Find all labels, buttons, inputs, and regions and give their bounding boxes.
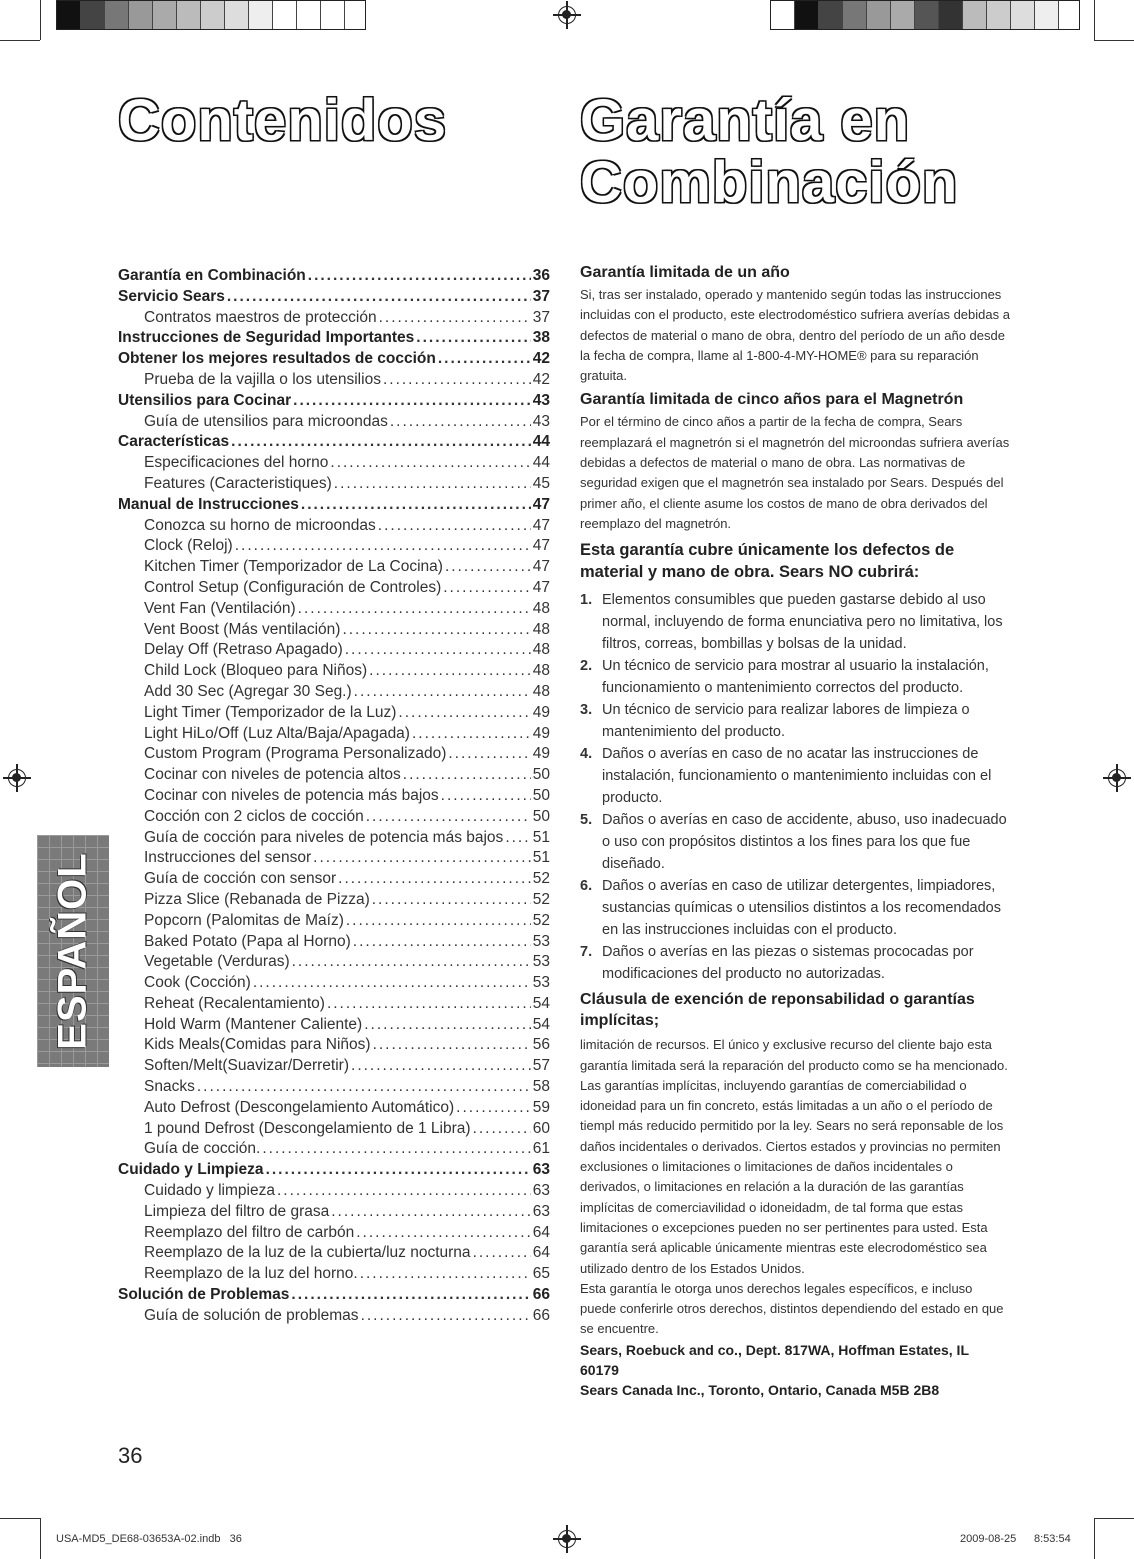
toc-page-number: 48: [532, 599, 550, 617]
toc-entry: [118, 703, 550, 724]
toc-entry: [118, 536, 550, 557]
toc-page-number: 45: [532, 474, 550, 492]
toc-entry-title: Popcorn (Palomitas de Maíz): [144, 911, 344, 929]
crop-mark: [0, 40, 40, 41]
sears-us-address: Sears, Roebuck and co., Dept. 817WA, Hoffman Estates, IL 60179: [580, 1341, 969, 1379]
toc-page-number: 48: [532, 641, 550, 659]
toc-entry-title: Clock (Reloj): [144, 537, 233, 555]
toc-entry-title: Guía de utensilios para microondas: [144, 412, 388, 430]
exclusion-text: Daños o averías en caso de no acatar las instrucciones de instalación, funcionamiento o mantenimiento incluidas con el producto.: [602, 746, 992, 807]
toc-entry: [118, 786, 550, 807]
toc-page-number: 57: [532, 1057, 550, 1075]
exclusion-item: [580, 875, 1010, 941]
sears-canada-address: Sears Canada Inc., Toronto, Ontario, Canada M5B 2B8: [580, 1382, 940, 1399]
toc-page-number: 47: [532, 516, 550, 534]
toc-entry-title: Custom Program (Programa Personalizado): [144, 745, 447, 763]
toc-entry: [118, 828, 550, 849]
toc-page-number: 37: [532, 287, 550, 305]
toc-entry-title: Obtener los mejores resultados de cocción: [118, 350, 436, 368]
toc-page-number: 43: [532, 412, 550, 430]
toc-entry: [118, 1264, 550, 1285]
exclusion-item: [580, 941, 1010, 985]
toc-entry-title: Vent Fan (Ventilación): [144, 599, 296, 617]
toc-section: [118, 287, 550, 308]
toc-entry-title: Light Timer (Temporizador de la Luz): [144, 703, 397, 721]
toc-section: [118, 349, 550, 370]
language-side-tab: [37, 835, 109, 1067]
toc-leader-dots: [443, 578, 531, 599]
toc-page-number: 52: [532, 911, 550, 929]
toc-leader-dots: [292, 952, 531, 973]
toc-section: [118, 266, 550, 287]
toc-entry: [118, 1077, 550, 1098]
toc-leader-dots: [227, 287, 531, 308]
toc-entry-title: Especificaciones del horno: [144, 454, 329, 472]
toc-entry: [118, 973, 550, 994]
toc-page-number: 66: [532, 1286, 550, 1304]
toc-leader-dots: [334, 474, 531, 495]
toc-entry: [118, 994, 550, 1015]
toc-entry: [118, 599, 550, 620]
toc-entry-title: Prueba de la vajilla o los utensilios: [144, 370, 381, 388]
toc-entry-title: Garantía en Combinación: [118, 267, 306, 284]
toc-entry-title: Reemplazo de la luz del horno.: [144, 1265, 358, 1283]
toc-entry: [118, 1056, 550, 1077]
warranty-title-line1: Garantía en: [580, 88, 911, 153]
toc-page-number: 53: [532, 932, 550, 950]
toc-leader-dots: [298, 599, 531, 620]
toc-entry-title: Utensilios para Cocinar: [118, 391, 292, 409]
toc-leader-dots: [277, 1181, 531, 1202]
toc-page-number: 51: [532, 849, 550, 867]
toc-entry: [118, 1223, 550, 1244]
exclusion-text: Daños o averías en caso de utilizar detergentes, limpiadores, sustancias químicas o utensilios distintos a los recomendados en las instrucciones incluidas con el producto.: [602, 878, 1001, 939]
toc-entry: [118, 911, 550, 932]
toc-entry-title: Cuidado y Limpieza: [118, 1161, 264, 1179]
crop-mark: [40, 0, 41, 40]
toc-entry: [118, 1119, 550, 1140]
toc-entry: [118, 453, 550, 474]
toc-entry-title: Cocción con 2 ciclos de cocción: [144, 807, 364, 825]
toc-leader-dots: [345, 640, 531, 661]
toc-entry-title: Pizza Slice (Rebanada de Pizza): [144, 890, 370, 908]
toc-leader-dots: [197, 1077, 531, 1098]
toc-entry-title: Baked Potato (Papa al Horno): [144, 932, 351, 950]
toc-page-number: 61: [532, 1140, 550, 1158]
toc-page-number: 54: [532, 1015, 550, 1033]
toc-entry: [118, 765, 550, 786]
toc-page-number: 56: [532, 1036, 550, 1054]
toc-entry-title: Auto Defrost (Descongelamiento Automático): [144, 1098, 455, 1116]
toc-entry-title: Guía de cocción.: [144, 1140, 261, 1158]
exclusion-item: [580, 699, 1010, 743]
toc-page-number: 47: [532, 537, 550, 555]
toc-leader-dots: [331, 1202, 531, 1223]
warranty-paragraph-one-year: Si, tras ser instalado, operado y mantenido según todas las instrucciones incluidas con el producto, este electrodoméstico sufriera averías debidas a defectos de material o mano de obra, dentro del período de un año desde la fecha de compra, llame al 1-800-4-MY-HOME® para su reparación gratuita.: [580, 287, 1010, 384]
toc-entry: [118, 516, 550, 537]
toc-entry: [118, 744, 550, 765]
warranty-paragraph-disclaimer: limitación de recursos. El único y exclusive recurso del cliente bajo esta garantía limitada será la reparación del producto como se ha mencionado. Las garantías implícitas, incluyendo garantías de comerciabilidad o idoneidad para un fin concreto, estás limitadas a un año o el período de tiempl más reducido permitido por la ley. Sears no será reponsable de los daños incidentales o derivados. Ciertos estados y provincias no permiten exclusiones o limitaciones o limitaciones de daños incidentales o derivados, o limitaciones en relación a la duración de las garantías implícitas de comerciavilidad o idoneidadm, de tal forma que estas limitaciones o excepciones pueden no ser pertinentes para usted. Esta garantía será aplicable únicamente mientras este elecrodoméstico sea utilizado dentro de los Estados Unidos.: [580, 1037, 1008, 1276]
toc-entry: [118, 661, 550, 682]
toc-leader-dots: [301, 495, 531, 516]
toc-page-number: 43: [532, 391, 550, 409]
toc-page-number: 49: [532, 745, 550, 763]
toc-leader-dots: [360, 1264, 531, 1285]
toc-entry: [118, 1098, 550, 1119]
toc-leader-dots: [262, 1139, 530, 1160]
exclusion-text: Un técnico de servicio para mostrar al usuario la instalación, funcionamiento o mantenimiento correctos del producto.: [602, 658, 989, 697]
registration-crosshair-icon: [558, 1530, 576, 1548]
warranty-heading-disclaimer: Cláusula de exención de reponsabilidad o garantías implícitas;: [580, 991, 975, 1030]
crop-mark: [1094, 0, 1095, 40]
toc-leader-dots: [266, 1160, 531, 1181]
toc-section: [118, 432, 550, 453]
toc-section: [118, 495, 550, 516]
toc-leader-dots: [441, 786, 531, 807]
toc-page-number: 65: [532, 1265, 550, 1283]
toc-page-number: 36: [532, 267, 550, 284]
footer-date: 2009-08-25: [960, 1533, 1017, 1545]
exclusion-item: [580, 743, 1010, 809]
toc-leader-dots: [416, 328, 530, 349]
toc-entry: [118, 557, 550, 578]
toc-leader-dots: [364, 1015, 531, 1036]
toc-leader-dots: [373, 1035, 531, 1056]
toc-entry: [118, 1015, 550, 1036]
toc-entry: [118, 412, 550, 433]
toc-page-number: 44: [532, 454, 550, 472]
toc-entry-title: Conozca su horno de microondas: [144, 516, 376, 534]
toc-leader-dots: [291, 1285, 530, 1306]
toc-leader-dots: [379, 308, 531, 329]
exclusion-number: 7.: [580, 944, 593, 961]
toc-page-number: 47: [532, 578, 550, 596]
toc-page-number: 38: [532, 329, 550, 347]
toc-entry: [118, 848, 550, 869]
toc-page-number: 66: [532, 1306, 550, 1324]
toc-page-number: 51: [532, 828, 550, 846]
toc-leader-dots: [361, 1306, 531, 1327]
toc-leader-dots: [378, 516, 531, 537]
toc-entry: [118, 1181, 550, 1202]
page-number: 36: [118, 1443, 143, 1468]
toc-section: [118, 1285, 550, 1306]
toc-page-number: 63: [532, 1182, 550, 1200]
toc-page-number: 54: [532, 994, 550, 1012]
toc-page-number: 60: [532, 1119, 550, 1137]
toc-leader-dots: [383, 370, 531, 391]
toc-entry-title: Light HiLo/Off (Luz Alta/Baja/Apagada): [144, 724, 410, 742]
registration-crosshair-icon: [558, 6, 576, 24]
toc-entry-title: Instrucciones del sensor: [144, 849, 312, 867]
toc-page-number: 53: [532, 974, 550, 992]
toc-leader-dots: [366, 807, 531, 828]
toc-entry: [118, 474, 550, 495]
toc-page-number: 49: [532, 724, 550, 742]
toc-entry: [118, 1035, 550, 1056]
toc-entry-title: Reemplazo del filtro de carbón: [144, 1223, 355, 1241]
toc-leader-dots: [398, 703, 530, 724]
toc-entry-title: Cuidado y limpieza: [144, 1182, 275, 1200]
toc-page-number: 44: [532, 433, 550, 451]
crop-mark: [1094, 1518, 1134, 1519]
toc-page-number: 53: [532, 953, 550, 971]
toc-entry-title: Add 30 Sec (Agregar 30 Seg.): [144, 682, 352, 700]
toc-entry-title: Limpieza del filtro de grasa: [144, 1202, 330, 1220]
exclusion-number: 3.: [580, 702, 593, 719]
toc-entry: [118, 308, 550, 329]
toc-page-number: 58: [532, 1078, 550, 1096]
toc-leader-dots: [445, 557, 531, 578]
toc-entry-title: Servicio Sears: [118, 287, 225, 305]
toc-page-number: 47: [532, 558, 550, 576]
toc-leader-dots: [351, 1056, 531, 1077]
toc-entry-title: Child Lock (Bloqueo para Niños): [144, 662, 368, 680]
exclusion-number: 5.: [580, 812, 593, 829]
exclusion-item: [580, 589, 1010, 655]
toc-leader-dots: [390, 412, 531, 433]
toc-page-number: 64: [532, 1223, 550, 1241]
toc-entry-title: 1 pound Defrost (Descongelamiento de 1 Libra): [144, 1119, 471, 1137]
crop-mark: [40, 1518, 41, 1559]
warranty-title-line2: Combinación: [580, 150, 959, 215]
toc-leader-dots: [313, 848, 531, 869]
toc-section: [118, 328, 550, 349]
crop-mark: [0, 1518, 40, 1519]
exclusion-number: 1.: [580, 592, 593, 609]
toc-entry-title: Control Setup (Configuración de Controles): [144, 578, 442, 596]
toc-entry: [118, 620, 550, 641]
exclusion-item: [580, 809, 1010, 875]
toc-leader-dots: [473, 1119, 531, 1140]
toc-leader-dots: [354, 682, 531, 703]
toc-entry: [118, 1139, 550, 1160]
toc-entry: [118, 1202, 550, 1223]
toc-page-number: 52: [532, 870, 550, 888]
toc-leader-dots: [372, 890, 531, 911]
toc-entry: [118, 724, 550, 745]
toc-entry: [118, 682, 550, 703]
contents-title: Contenidos: [118, 88, 447, 153]
toc-page-number: 48: [532, 682, 550, 700]
registration-crosshair-icon: [8, 769, 26, 787]
exclusion-text: Un técnico de servicio para realizar labores de limpieza o mantenimiento del producto.: [602, 702, 970, 741]
toc-leader-dots: [369, 661, 531, 682]
toc-entry: [118, 370, 550, 391]
warranty-heading-exclusions: Esta garantía cubre únicamente los defectos de material y mano de obra. Sears NO cubrirá:: [580, 541, 955, 582]
toc-entry: [118, 1306, 550, 1327]
toc-page-number: 52: [532, 890, 550, 908]
exclusions-list: [580, 589, 1010, 985]
toc-entry-title: Snacks: [144, 1078, 195, 1096]
table-of-contents: [118, 266, 550, 1327]
toc-entry-title: Kitchen Timer (Temporizador de La Cocina): [144, 558, 443, 576]
crop-mark: [1094, 40, 1134, 41]
toc-section: [118, 391, 550, 412]
exclusion-number: 2.: [580, 658, 593, 675]
toc-entry: [118, 807, 550, 828]
language-side-tab-label: ESPAÑOL: [50, 852, 95, 1050]
toc-entry-title: Instrucciones de Seguridad Importantes: [118, 329, 415, 347]
toc-entry-title: Cook (Cocción): [144, 974, 251, 992]
warranty-paragraph-rights: Esta garantía le otorga unos derechos legales específicos, e incluso puede conferirle otros derechos, distintos dependiendo del estado en que se encuentre.: [580, 1280, 1004, 1337]
toc-leader-dots: [505, 828, 530, 849]
toc-entry: [118, 1243, 550, 1264]
toc-leader-dots: [253, 973, 531, 994]
crop-mark: [1094, 1518, 1095, 1559]
toc-page-number: 37: [532, 308, 550, 326]
exclusion-number: 6.: [580, 878, 593, 895]
toc-entry-title: Soften/Melt(Suavizar/Derretir): [144, 1057, 350, 1075]
toc-leader-dots: [412, 724, 531, 745]
toc-entry: [118, 869, 550, 890]
toc-entry-title: Vegetable (Verduras): [144, 953, 290, 971]
toc-page-number: 59: [532, 1098, 550, 1116]
warranty-paragraph-magnetron: Por el término de cinco años a partir de la fecha de compra, Sears reemplazará el magnetrón si el magnetrón del microondas sufriera averías debidas a defectos de material o mano de obra. Las normativas de seguridad exigen que el magnetrón sea instalado por Sears. Después del primer año, el cliente asume los costos de mano de obra derivados del reemplazo del magnetrón.: [580, 414, 1010, 531]
exclusion-text: Elementos consumibles que pueden gastarse debido al uso normal, incluyendo de forma enunciativa pero no limitativa, los filtros, correas, bombillas y bolsas de la unidad.: [602, 592, 1003, 653]
warranty-heading-one-year: Garantía limitada de un año: [580, 264, 790, 281]
toc-entry: [118, 952, 550, 973]
toc-page-number: 64: [532, 1244, 550, 1262]
warranty-heading-magnetron: Garantía limitada de cinco años para el Magnetrón: [580, 391, 964, 409]
toc-page-number: 63: [532, 1161, 550, 1179]
toc-leader-dots: [235, 536, 531, 557]
toc-leader-dots: [356, 1223, 531, 1244]
toc-page-number: 63: [532, 1202, 550, 1220]
toc-entry-title: Delay Off (Retraso Apagado): [144, 641, 343, 659]
toc-leader-dots: [448, 744, 530, 765]
toc-entry: [118, 640, 550, 661]
toc-page-number: 42: [532, 350, 550, 368]
registration-crosshair-icon: [1108, 769, 1126, 787]
toc-section: [118, 1160, 550, 1181]
toc-page-number: 50: [532, 807, 550, 825]
toc-entry-title: Kids Meals(Comidas para Niños): [144, 1036, 371, 1054]
toc-leader-dots: [327, 994, 531, 1015]
toc-entry-title: Contratos maestros de protección: [144, 308, 377, 326]
toc-entry-title: Reemplazo de la luz de la cubierta/luz nocturna: [144, 1244, 471, 1262]
toc-entry-title: Vent Boost (Más ventilación): [144, 620, 341, 638]
toc-page-number: 48: [532, 662, 550, 680]
toc-entry-title: Guía de cocción con sensor: [144, 870, 337, 888]
toc-entry-title: Features (Caracteristiques): [144, 474, 332, 492]
toc-leader-dots: [456, 1098, 531, 1119]
footer-time: 8:53:54: [1034, 1533, 1071, 1545]
footer-file-name: USA-MD5_DE68-03653A-02.indb 36: [56, 1533, 242, 1545]
toc-leader-dots: [293, 391, 531, 412]
exclusion-item: [580, 655, 1010, 699]
registration-bar-left: [56, 0, 366, 30]
registration-bar-right: [770, 0, 1080, 30]
toc-entry-title: Características: [118, 433, 230, 451]
toc-leader-dots: [346, 911, 531, 932]
toc-leader-dots: [308, 266, 531, 287]
warranty-section: [580, 262, 1010, 1401]
toc-leader-dots: [473, 1243, 531, 1264]
toc-entry: [118, 578, 550, 599]
toc-page-number: 50: [532, 766, 550, 784]
toc-entry-title: Manual de Instrucciones: [118, 495, 299, 513]
toc-page-number: 42: [532, 370, 550, 388]
exclusion-text: Daños o averías en las piezas o sistemas prococadas por modificaciones del producto no autorizadas.: [602, 944, 974, 983]
toc-entry-title: Solución de Problemas: [118, 1286, 290, 1304]
toc-page-number: 49: [532, 703, 550, 721]
exclusion-number: 4.: [580, 746, 593, 763]
toc-page-number: 47: [532, 495, 550, 513]
toc-entry-title: Reheat (Recalentamiento): [144, 994, 325, 1012]
toc-leader-dots: [438, 349, 531, 370]
toc-leader-dots: [338, 869, 531, 890]
toc-leader-dots: [353, 932, 531, 953]
toc-entry-title: Hold Warm (Mantener Caliente): [144, 1015, 363, 1033]
toc-leader-dots: [403, 765, 531, 786]
toc-page-number: 50: [532, 786, 550, 804]
toc-leader-dots: [342, 620, 530, 641]
toc-leader-dots: [231, 432, 531, 453]
toc-entry-title: Guía de cocción para niveles de potencia más bajos: [144, 828, 504, 846]
toc-entry: [118, 890, 550, 911]
toc-leader-dots: [330, 453, 530, 474]
toc-entry-title: Guía de solución de problemas: [144, 1306, 359, 1324]
toc-entry-title: Cocinar con niveles de potencia altos: [144, 766, 401, 784]
exclusion-text: Daños o averías en caso de accidente, abuso, uso inadecuado o uso con propósitos distintos a los fines para los que fue diseñado.: [602, 812, 1007, 873]
toc-entry: [118, 932, 550, 953]
toc-entry-title: Cocinar con niveles de potencia más bajos: [144, 786, 439, 804]
toc-page-number: 48: [532, 620, 550, 638]
